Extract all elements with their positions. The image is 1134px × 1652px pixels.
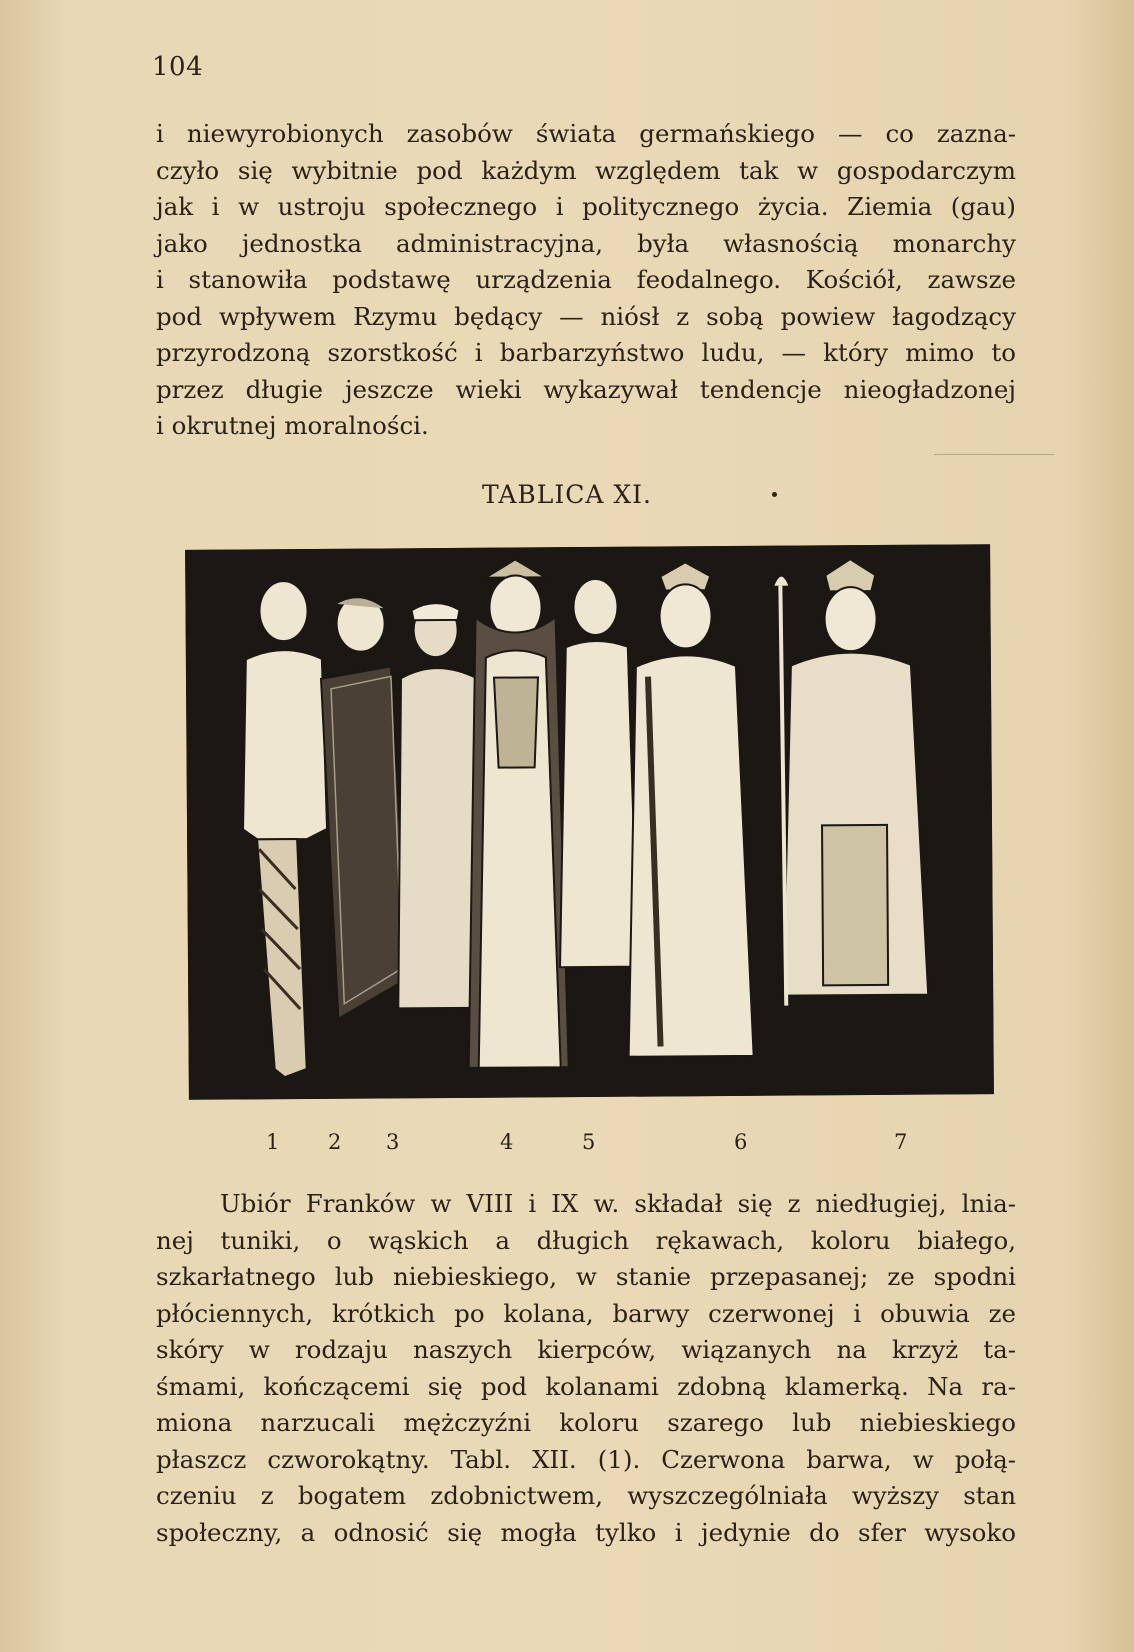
frankish-costumes-illustration <box>185 544 994 1100</box>
rule-line <box>934 454 1054 455</box>
figure-number: 5 <box>582 1130 596 1154</box>
text-line: społeczny, a odnosić się mogła tylko i jedynie do sfer wysoko <box>156 1517 1016 1547</box>
figure-number: 7 <box>894 1130 908 1154</box>
ink-dot <box>772 492 777 497</box>
text-line: przez długie jeszcze wieki wykazywał tendencje nieogładzonej <box>156 374 1016 404</box>
plate-illustration <box>185 544 994 1100</box>
text-line: pod wpływem Rzymu będący — niósł z sobą powiew łagodzący <box>156 301 1016 331</box>
figure-4 <box>465 559 569 1068</box>
figure-number: 4 <box>500 1130 514 1154</box>
plate-title: TABLICA XI. <box>482 480 652 509</box>
text-line: i okrutnej moralności. <box>156 411 429 440</box>
text-line: szkarłatnego lub niebieskiego, w stanie przepasanej; ze spodni <box>156 1262 1016 1291</box>
text-line: płaszcz czworokątny. Tabl. XII. (1). Czerwona barwa, w połą- <box>156 1444 1016 1474</box>
text-line: i niewyrobionych zasobów świata germańskiego — co zazna- <box>156 119 1016 148</box>
text-line: śmami, kończącemi się pod kolanami zdobną klamerką. Na ra- <box>156 1371 1016 1401</box>
text-line: przyrodzoną szorstkość i barbarzyństwo ludu, — który mimo to <box>156 338 1016 367</box>
text-line: miona narzucali mężczyźni koloru szarego lub niebieskiego <box>156 1408 1016 1437</box>
text-line: nej tuniki, o wąskich a długich rękawach, koloru białego, <box>156 1225 1016 1255</box>
figure-number: 2 <box>328 1130 342 1154</box>
top-paragraph <box>156 116 1016 445</box>
figure-number: 6 <box>734 1130 748 1154</box>
text-line: i stanowiła podstawę urządzenia feodalnego. Kościół, zawsze <box>156 265 1016 294</box>
bottom-paragraph <box>156 1186 1016 1551</box>
text-line: jako jednostka administracyjna, była własnością monarchy <box>156 228 1016 258</box>
text-line: płóciennych, krótkich po kolana, barwy czerwonej i obuwia ze <box>156 1298 1016 1328</box>
text-line: skóry w rodzaju naszych kierpców, wiązanych na krzyż ta- <box>156 1335 1016 1364</box>
figure-number: 1 <box>266 1130 280 1154</box>
figure-number: 3 <box>386 1130 400 1154</box>
text-line: Ubiór Franków w VIII i IX w. składał się z niedługiej, lnia- <box>220 1189 1016 1218</box>
text-line: czeniu z bogatem zdobnictwem, wyszczególniała wyższy stan <box>156 1481 1016 1510</box>
text-line: jak i w ustroju społecznego i politycznego życia. Ziemia (gau) <box>156 192 1016 221</box>
page-number: 104 <box>152 52 204 82</box>
text-line: czyło się wybitnie pod każdym względem tak w gospodarczym <box>156 155 1016 185</box>
